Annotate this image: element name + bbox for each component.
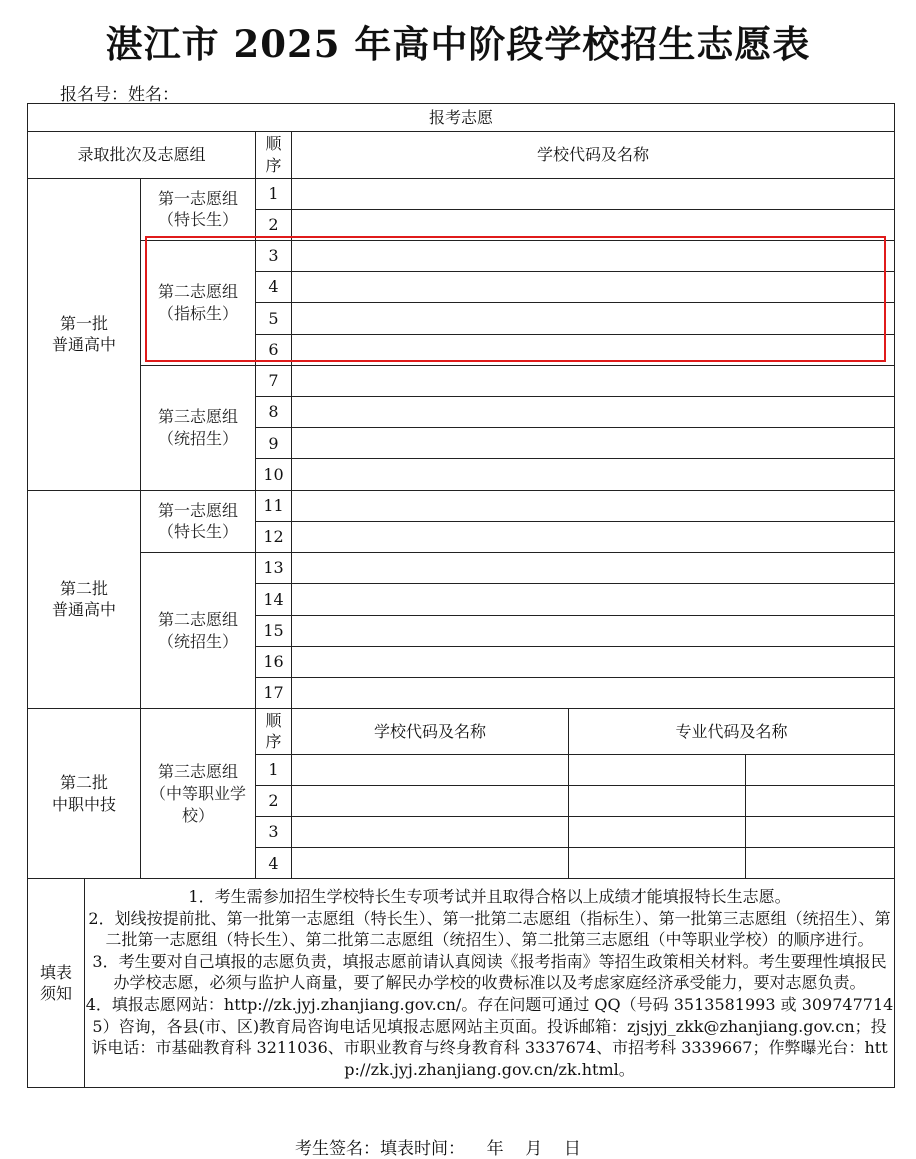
order-cell: 17 — [256, 678, 292, 709]
group-b1-specialty: 第一志愿组 （特长生） — [141, 178, 256, 240]
order-cell: 2 — [256, 785, 292, 816]
vocational-school-input-4[interactable] — [292, 848, 569, 879]
vocational-header-major: 专业代码及名称 — [569, 709, 895, 754]
page-title: 湛江市 2025 年高中阶段学校招生志愿表 — [105, 22, 811, 66]
order-cell: 9 — [256, 428, 292, 459]
group-b1-general: 第三志愿组 （统招生） — [141, 365, 256, 490]
school-input-row-10[interactable] — [292, 459, 895, 490]
vocational-major-input-1b[interactable] — [746, 754, 895, 785]
note-item-1: 1．考生需参加招生学校特长生专项考试并且取得合格以上成绩才能填报特长生志愿。 — [188, 887, 791, 907]
batch-1-label: 第一批 普通高中 — [28, 178, 141, 490]
order-cell: 10 — [256, 459, 292, 490]
header-order: 顺序 — [256, 132, 292, 178]
school-input-row-3[interactable] — [292, 240, 895, 271]
notes-label: 填表 须知 — [28, 879, 85, 1088]
school-input-row-17[interactable] — [292, 678, 895, 709]
school-input-row-4[interactable] — [292, 272, 895, 303]
order-cell: 12 — [256, 521, 292, 552]
school-input-row-5[interactable] — [292, 303, 895, 334]
school-input-row-14[interactable] — [292, 584, 895, 615]
application-form-table — [27, 103, 895, 1088]
order-cell: 6 — [256, 334, 292, 365]
school-input-row-13[interactable] — [292, 553, 895, 584]
order-cell: 14 — [256, 584, 292, 615]
school-input-row-11[interactable] — [292, 490, 895, 521]
vocational-school-input-2[interactable] — [292, 785, 569, 816]
section-title: 报考志愿 — [28, 104, 895, 132]
school-input-row-16[interactable] — [292, 646, 895, 677]
vocational-header-school: 学校代码及名称 — [292, 709, 569, 754]
group-b2-general: 第二志愿组 （统招生） — [141, 553, 256, 709]
school-input-row-8[interactable] — [292, 397, 895, 428]
order-cell: 3 — [256, 816, 292, 847]
order-cell: 13 — [256, 553, 292, 584]
order-cell: 3 — [256, 240, 292, 271]
notes-content — [85, 879, 895, 1088]
school-input-row-2[interactable] — [292, 209, 895, 240]
order-cell: 15 — [256, 615, 292, 646]
note-item-2: 2．划线按提前批、第一批第一志愿组（特长生）、第一批第二志愿组（指标生）、第一批第三志愿组（统招生）、第二批第一志愿组（特长生）、第二批第二志愿组（统招生）、第二批第三志愿组（中等职业学校）的顺序进行。 — [88, 908, 891, 950]
signature-line: 考生签名：填表时间： 年 月 日 — [295, 1139, 581, 1159]
order-cell: 1 — [256, 754, 292, 785]
note-item-3: 3．考生要对自己填报的志愿负责，填报志愿前请认真阅读《报考指南》等招生政策相关材料。考生要理性填报民办学校志愿，必须与监护人商量，要了解民办学校的收费标准以及考虑家庭经济承受能力，要对志愿负责。 — [92, 951, 887, 993]
order-cell: 5 — [256, 303, 292, 334]
group-b2-specialty: 第一志愿组 （特长生） — [141, 490, 256, 552]
school-input-row-12[interactable] — [292, 521, 895, 552]
group-b1-quota: 第二志愿组 （指标生） — [141, 240, 256, 365]
header-school: 学校代码及名称 — [292, 132, 895, 178]
registration-info: 报名号：姓名： — [60, 85, 179, 105]
school-input-row-7[interactable] — [292, 365, 895, 396]
vocational-major-input-2b[interactable] — [746, 785, 895, 816]
order-cell: 2 — [256, 209, 292, 240]
order-cell: 8 — [256, 397, 292, 428]
order-cell: 7 — [256, 365, 292, 396]
school-input-row-9[interactable] — [292, 428, 895, 459]
order-cell: 4 — [256, 272, 292, 303]
group-b3-vocational: 第三志愿组 （中等职业学 校） — [141, 709, 256, 879]
order-cell: 16 — [256, 646, 292, 677]
school-input-row-1[interactable] — [292, 178, 895, 209]
vocational-major-input-1a[interactable] — [569, 754, 746, 785]
batch-2-label: 第二批 普通高中 — [28, 490, 141, 709]
vocational-major-input-4a[interactable] — [569, 848, 746, 879]
header-batch-group: 录取批次及志愿组 — [28, 132, 256, 178]
vocational-major-input-3b[interactable] — [746, 816, 895, 847]
vocational-major-input-2a[interactable] — [569, 785, 746, 816]
vocational-school-input-1[interactable] — [292, 754, 569, 785]
order-cell: 11 — [256, 490, 292, 521]
batch-3-label: 第二批 中职中技 — [28, 709, 141, 879]
school-input-row-6[interactable] — [292, 334, 895, 365]
vocational-major-input-3a[interactable] — [569, 816, 746, 847]
note-item-4: 4．填报志愿网站：http://zk.jyj.zhanjiang.gov.cn/。存在问题可通过 QQ（号码 3513581993 或 3097477145）咨询，各县(市、区)教育局咨询电话见填报志愿网站主页面。投诉邮箱：zjsjyj_zkk@zhanjiang.gov.cn；投诉电话：市基础教育科 3211036、市职业教育与终身教育科 3337674、市招考科 3339667；作弊曝光台：http://zk.jyj.zhanjiang.gov.cn/zk.html。 — [85, 995, 894, 1079]
vocational-header-order: 顺序 — [256, 709, 292, 754]
order-cell: 1 — [256, 178, 292, 209]
vocational-major-input-4b[interactable] — [746, 848, 895, 879]
order-cell: 4 — [256, 848, 292, 879]
school-input-row-15[interactable] — [292, 615, 895, 646]
vocational-school-input-3[interactable] — [292, 816, 569, 847]
